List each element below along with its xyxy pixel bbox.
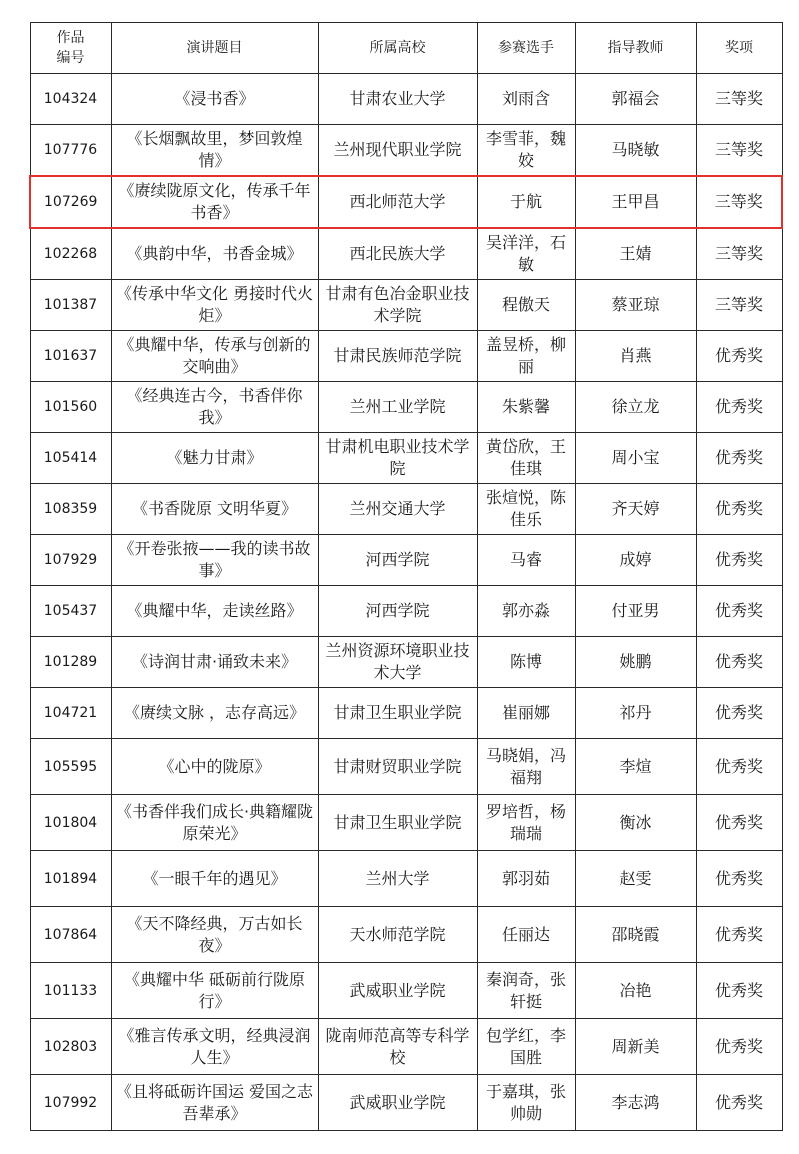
cell-teacher: 蔡亚琼 xyxy=(575,280,696,331)
cell-title: 《雅言传承文明，经典浸润人生》 xyxy=(111,1019,318,1075)
cell-school: 甘肃农业大学 xyxy=(318,74,477,125)
cell-id: 101894 xyxy=(30,851,111,907)
cell-award: 优秀奖 xyxy=(696,851,782,907)
header-row xyxy=(30,23,782,74)
cell-award: 优秀奖 xyxy=(696,586,782,637)
cell-teacher: 李煊 xyxy=(575,739,696,795)
cell-contestant: 马晓娟，冯福翔 xyxy=(477,739,575,795)
cell-contestant: 郭亦淼 xyxy=(477,586,575,637)
cell-award: 优秀奖 xyxy=(696,688,782,739)
cell-contestant: 吴洋洋，石敏 xyxy=(477,228,575,280)
cell-contestant: 秦润奇，张轩挺 xyxy=(477,963,575,1019)
cell-school: 西北师范大学 xyxy=(318,176,477,228)
cell-id: 107864 xyxy=(30,907,111,963)
cell-title: 《典耀中华，走读丝路》 xyxy=(111,586,318,637)
table-row xyxy=(30,382,782,433)
cell-teacher: 郭福会 xyxy=(575,74,696,125)
cell-teacher: 徐立龙 xyxy=(575,382,696,433)
cell-title: 《浸书香》 xyxy=(111,74,318,125)
cell-award: 优秀奖 xyxy=(696,637,782,688)
cell-title: 《典耀中华 砥砺前行陇原行》 xyxy=(111,963,318,1019)
cell-contestant: 于嘉琪，张帅勋 xyxy=(477,1075,575,1131)
cell-contestant: 崔丽娜 xyxy=(477,688,575,739)
cell-award: 三等奖 xyxy=(696,176,782,228)
cell-school: 兰州大学 xyxy=(318,851,477,907)
cell-contestant: 刘雨含 xyxy=(477,74,575,125)
cell-award: 优秀奖 xyxy=(696,382,782,433)
cell-teacher: 齐天婷 xyxy=(575,484,696,535)
cell-contestant: 任丽达 xyxy=(477,907,575,963)
cell-school: 天水师范学院 xyxy=(318,907,477,963)
cell-school: 武威职业学院 xyxy=(318,963,477,1019)
header-contestant: 参赛选手 xyxy=(477,23,575,74)
cell-title: 《长烟飘故里，梦回敦煌情》 xyxy=(111,125,318,177)
cell-teacher: 邵晓霞 xyxy=(575,907,696,963)
cell-id: 105595 xyxy=(30,739,111,795)
table-row xyxy=(30,963,782,1019)
cell-title: 《典耀中华，传承与创新的交响曲》 xyxy=(111,331,318,382)
cell-school: 兰州交通大学 xyxy=(318,484,477,535)
table-row xyxy=(30,637,782,688)
cell-title: 《诗润甘肃·诵致未来》 xyxy=(111,637,318,688)
table-row xyxy=(30,795,782,851)
cell-title: 《且将砥砺许国运 爱国之志吾辈承》 xyxy=(111,1075,318,1131)
cell-contestant: 程傲天 xyxy=(477,280,575,331)
cell-school: 甘肃机电职业技术学院 xyxy=(318,433,477,484)
cell-contestant: 马睿 xyxy=(477,535,575,586)
table-row-highlighted xyxy=(30,176,782,228)
cell-title: 《赓续陇原文化，传承千年书香》 xyxy=(111,176,318,228)
cell-id: 107929 xyxy=(30,535,111,586)
header-school: 所属高校 xyxy=(318,23,477,74)
cell-teacher: 王婧 xyxy=(575,228,696,280)
table-row xyxy=(30,535,782,586)
cell-id: 107776 xyxy=(30,125,111,177)
cell-id: 101133 xyxy=(30,963,111,1019)
cell-teacher: 赵雯 xyxy=(575,851,696,907)
cell-teacher: 姚鹏 xyxy=(575,637,696,688)
cell-title: 《传承中华文化 勇接时代火炬》 xyxy=(111,280,318,331)
cell-award: 优秀奖 xyxy=(696,963,782,1019)
table-row xyxy=(30,907,782,963)
cell-contestant: 朱紫馨 xyxy=(477,382,575,433)
cell-award: 优秀奖 xyxy=(696,535,782,586)
cell-title: 《书香陇原 文明华夏》 xyxy=(111,484,318,535)
cell-id: 101804 xyxy=(30,795,111,851)
cell-school: 甘肃民族师范学院 xyxy=(318,331,477,382)
cell-id: 101289 xyxy=(30,637,111,688)
cell-title: 《开卷张掖——我的读书故事》 xyxy=(111,535,318,586)
cell-title: 《一眼千年的遇见》 xyxy=(111,851,318,907)
cell-award: 优秀奖 xyxy=(696,1075,782,1131)
table-row xyxy=(30,280,782,331)
table-row xyxy=(30,484,782,535)
cell-title: 《书香伴我们成长·典籍耀陇原荣光》 xyxy=(111,795,318,851)
cell-id: 102803 xyxy=(30,1019,111,1075)
table-row xyxy=(30,1019,782,1075)
cell-teacher: 马晓敏 xyxy=(575,125,696,177)
cell-id: 104324 xyxy=(30,74,111,125)
cell-award: 优秀奖 xyxy=(696,739,782,795)
cell-contestant: 张煊悦，陈佳乐 xyxy=(477,484,575,535)
cell-award: 三等奖 xyxy=(696,74,782,125)
cell-award: 优秀奖 xyxy=(696,795,782,851)
cell-school: 甘肃有色冶金职业技术学院 xyxy=(318,280,477,331)
header-teacher: 指导教师 xyxy=(575,23,696,74)
cell-id: 101560 xyxy=(30,382,111,433)
header-id: 作品 编号 xyxy=(30,23,111,74)
cell-teacher: 祁丹 xyxy=(575,688,696,739)
cell-teacher: 冶艳 xyxy=(575,963,696,1019)
cell-school: 河西学院 xyxy=(318,586,477,637)
awards-table xyxy=(29,22,783,1131)
cell-award: 优秀奖 xyxy=(696,433,782,484)
cell-id: 107269 xyxy=(30,176,111,228)
cell-id: 104721 xyxy=(30,688,111,739)
table-row xyxy=(30,1075,782,1131)
cell-contestant: 黄岱欣，王佳琪 xyxy=(477,433,575,484)
cell-school: 武威职业学院 xyxy=(318,1075,477,1131)
cell-school: 兰州现代职业学院 xyxy=(318,125,477,177)
cell-school: 兰州资源环境职业技术大学 xyxy=(318,637,477,688)
table-row xyxy=(30,688,782,739)
cell-title: 《赓续文脉 ，志存高远》 xyxy=(111,688,318,739)
cell-award: 优秀奖 xyxy=(696,331,782,382)
cell-teacher: 周小宝 xyxy=(575,433,696,484)
table-row xyxy=(30,125,782,177)
cell-teacher: 王甲昌 xyxy=(575,176,696,228)
table-row xyxy=(30,433,782,484)
cell-contestant: 李雪菲，魏姣 xyxy=(477,125,575,177)
cell-teacher: 周新美 xyxy=(575,1019,696,1075)
cell-title: 《心中的陇原》 xyxy=(111,739,318,795)
cell-contestant: 包学红，李国胜 xyxy=(477,1019,575,1075)
cell-award: 三等奖 xyxy=(696,280,782,331)
cell-school: 河西学院 xyxy=(318,535,477,586)
cell-school: 甘肃卫生职业学院 xyxy=(318,688,477,739)
cell-contestant: 罗培哲，杨瑞瑞 xyxy=(477,795,575,851)
cell-teacher: 衡冰 xyxy=(575,795,696,851)
cell-teacher: 李志鸿 xyxy=(575,1075,696,1131)
cell-title: 《魅力甘肃》 xyxy=(111,433,318,484)
cell-contestant: 于航 xyxy=(477,176,575,228)
cell-contestant: 郭羽茹 xyxy=(477,851,575,907)
cell-school: 甘肃卫生职业学院 xyxy=(318,795,477,851)
cell-school: 西北民族大学 xyxy=(318,228,477,280)
cell-award: 三等奖 xyxy=(696,125,782,177)
cell-teacher: 肖燕 xyxy=(575,331,696,382)
cell-school: 兰州工业学院 xyxy=(318,382,477,433)
cell-teacher: 付亚男 xyxy=(575,586,696,637)
cell-title: 《典韵中华，书香金城》 xyxy=(111,228,318,280)
cell-title: 《天不降经典，万古如长夜》 xyxy=(111,907,318,963)
header-award: 奖项 xyxy=(696,23,782,74)
table-row xyxy=(30,331,782,382)
cell-id: 105437 xyxy=(30,586,111,637)
cell-id: 107992 xyxy=(30,1075,111,1131)
table-row xyxy=(30,851,782,907)
cell-award: 优秀奖 xyxy=(696,907,782,963)
cell-school: 陇南师范高等专科学校 xyxy=(318,1019,477,1075)
cell-id: 102268 xyxy=(30,228,111,280)
cell-contestant: 陈博 xyxy=(477,637,575,688)
cell-award: 三等奖 xyxy=(696,228,782,280)
header-title: 演讲题目 xyxy=(111,23,318,74)
table-row xyxy=(30,228,782,280)
cell-id: 101637 xyxy=(30,331,111,382)
cell-id: 108359 xyxy=(30,484,111,535)
cell-id: 101387 xyxy=(30,280,111,331)
table-row xyxy=(30,74,782,125)
cell-id: 105414 xyxy=(30,433,111,484)
cell-contestant: 盖昱桥，柳丽 xyxy=(477,331,575,382)
table-row xyxy=(30,586,782,637)
cell-teacher: 成婷 xyxy=(575,535,696,586)
cell-school: 甘肃财贸职业学院 xyxy=(318,739,477,795)
cell-award: 优秀奖 xyxy=(696,484,782,535)
cell-title: 《经典连古今，书香伴你我》 xyxy=(111,382,318,433)
cell-award: 优秀奖 xyxy=(696,1019,782,1075)
table-row xyxy=(30,739,782,795)
